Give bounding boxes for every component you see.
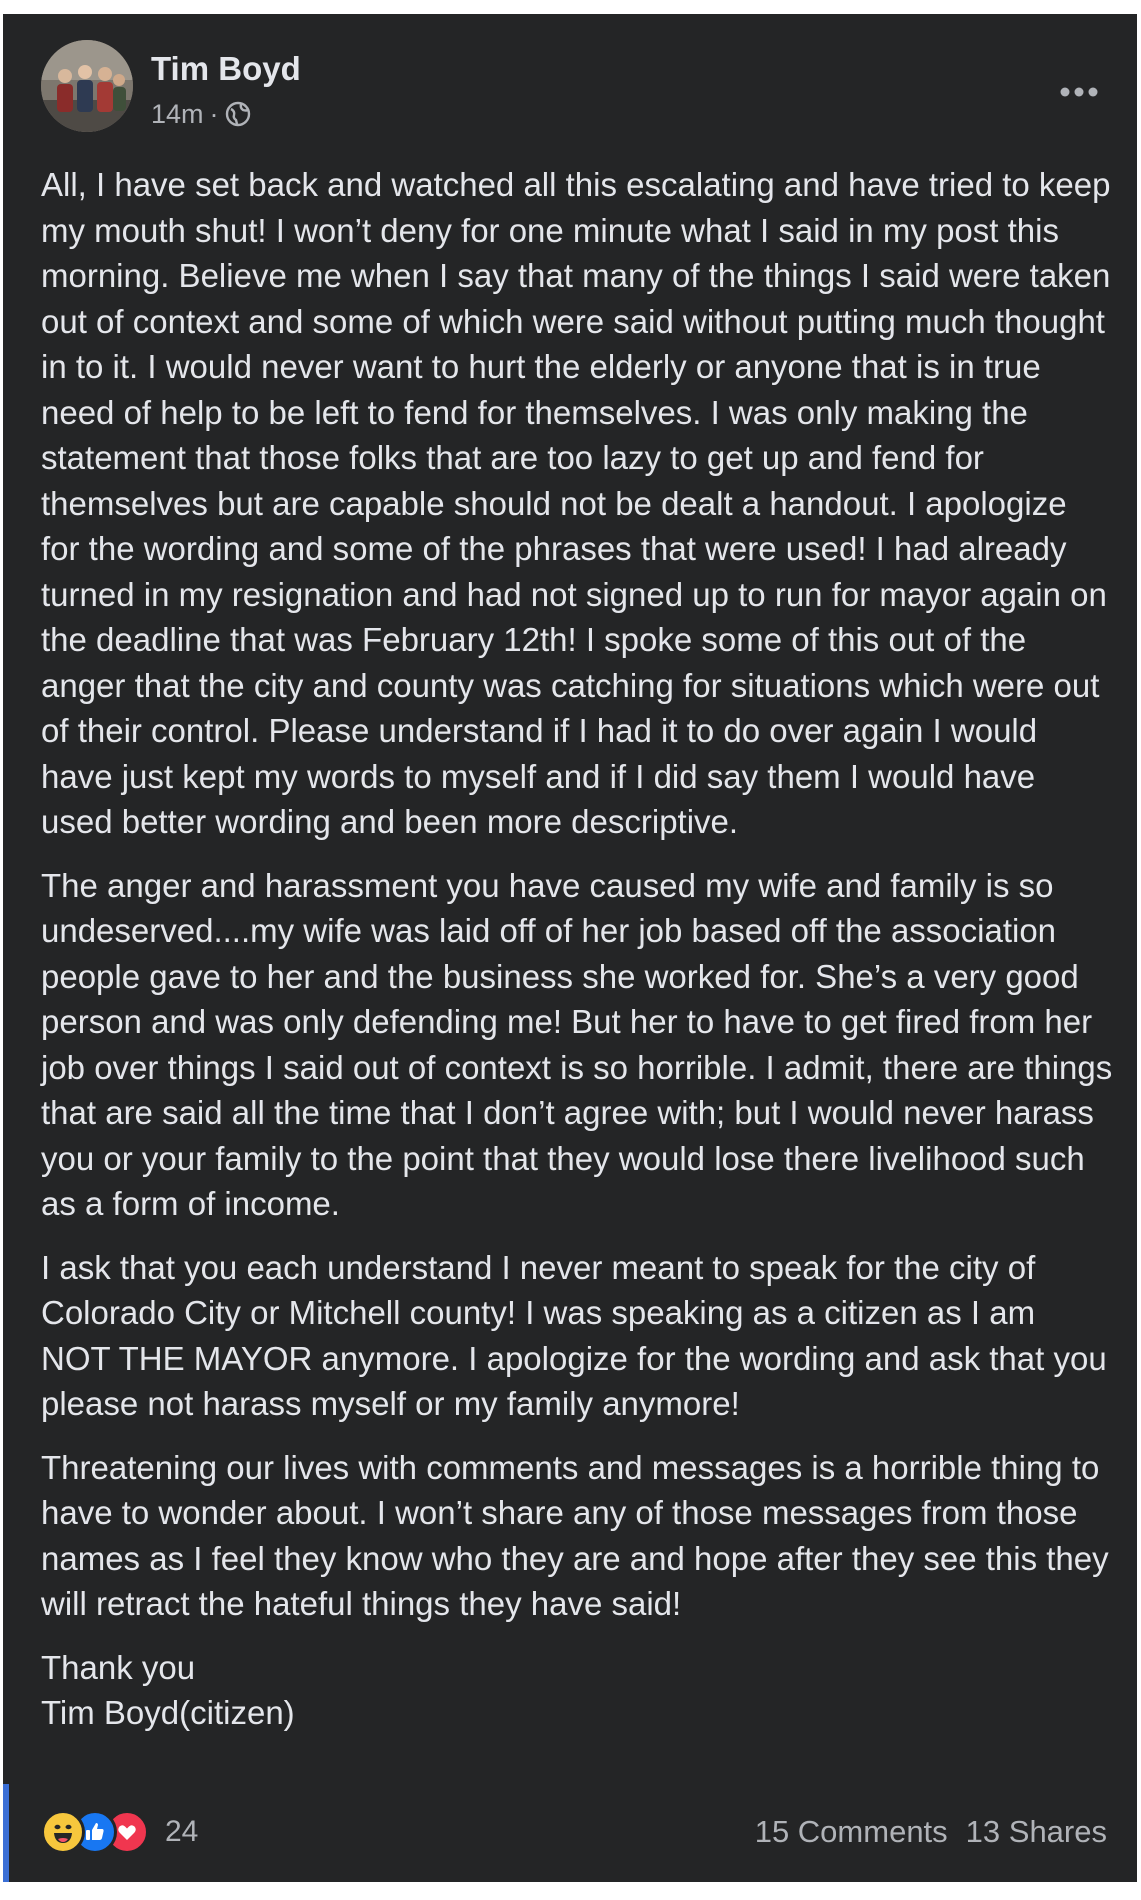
author-name[interactable]: Tim Boyd: [151, 50, 301, 87]
post-paragraph-1: All, I have set back and watched all this escalating and have tried to keep my mouth shut! I won’t deny for one minute what I said in my post this morning. Believe me when I say that many of the things I said were taken out of context and some of which were said without putting much thought in to it. I would never want to hurt the elderly or anyone that is in true need of help to be left to fend for themselves. I was only making the statement that those folks that are too lazy to get up and fend for themselves but are capable should not be dealt a handout. I apologize for the wording and some of the phrases that were used! I had already turned in my resignation and had not signed up to run for mayor again on the deadline that was February 12th! I spoke some of this out of the anger that the city and county was catching for situations which were out of their control. Please understand if I had it to do over again I would have just kept my words to myself and if I did say them I would have used better wording and been more descriptive.: [41, 166, 1111, 840]
post-paragraph-4: Threatening our lives with comments and messages is a horrible thing to have to wonder about. I won’t share any of those messages from those names as I feel they know who they are and hope after they see this they will retract the hateful things they have said!: [41, 1448, 1109, 1622]
engagement-stats: [755, 1812, 1107, 1852]
avatar[interactable]: [41, 40, 133, 132]
signoff-thanks: Thank you: [41, 1648, 196, 1686]
haha-reaction-icon: [41, 1810, 85, 1854]
post-body: [41, 162, 1113, 1754]
comments-count-link[interactable]: 15 Comments: [754, 1814, 948, 1849]
post-timestamp[interactable]: 14m: [151, 99, 204, 129]
shares-count-link[interactable]: 13 Shares: [965, 1814, 1107, 1849]
meta-separator: ·: [209, 99, 219, 129]
globe-icon: [225, 101, 251, 127]
post-header: [41, 38, 1107, 138]
facebook-post: [3, 14, 1137, 1882]
reactions-summary[interactable]: [41, 1808, 198, 1856]
post-meta: [151, 96, 251, 132]
more-options-button[interactable]: [1051, 76, 1107, 108]
post-paragraph-2: The anger and harassment you have caused my wife and family is so undeserved....my wife was laid off of her job based off the association people gave to her and the business she worked for. She’s a very good person and was only defending me! But her to have to get fired from her job over things I said out of context is so horrible. I admit, there are things that are said all the time that I don’t agree with; but I would never harass you or your family to the point that they would lose there livelihood such as a form of income.: [41, 866, 1113, 1222]
avatar-photo: [41, 40, 133, 132]
more-options-icon: [1059, 86, 1099, 98]
left-accent-bar: [3, 1784, 9, 1882]
signoff-name: Tim Boyd(citizen): [41, 1694, 295, 1731]
reaction-count: 24: [165, 1815, 199, 1848]
post-footer: [41, 1802, 1107, 1862]
post-paragraph-3: I ask that you each understand I never meant to speak for the city of Colorado City or Mitchell county! I was speaking as a citizen as I am NOT THE MAYOR anymore. I apologize for the wording and ask that you please not harass myself or my family anymore!: [41, 1248, 1107, 1422]
post-signoff: [41, 1645, 1113, 1736]
